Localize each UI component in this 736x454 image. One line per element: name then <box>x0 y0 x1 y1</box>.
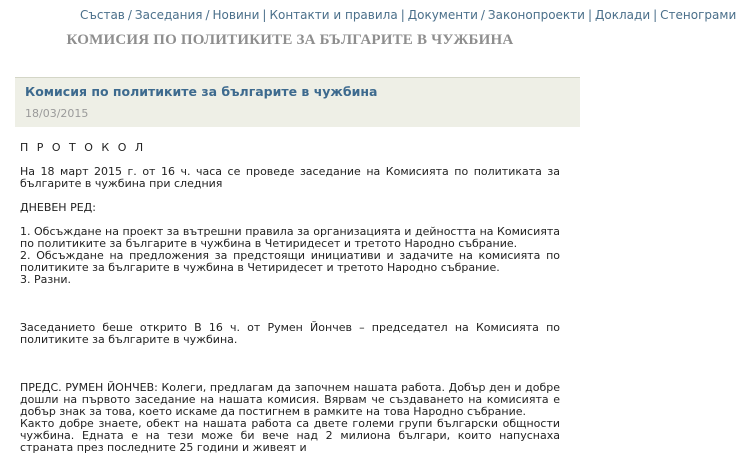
chair-speech-continued: Както добре знаете, обект на нашата работа са двете големи групи български общности чужбина. Едната е на тези може би вече над 2 милиона българи, които напуснаха страната през последните 25 години и живеят и <box>20 417 560 454</box>
nav-item-novini[interactable]: Новини <box>212 8 260 22</box>
nav-separator: | <box>400 8 405 22</box>
nav-separator: / <box>480 8 485 22</box>
nav-separator: | <box>653 8 658 22</box>
nav-item-zasedaniya[interactable]: Заседания <box>134 8 203 22</box>
news-header-box <box>15 77 580 127</box>
nav-separator: / <box>205 8 210 22</box>
nav-item-kontakti[interactable]: Контакти и правила <box>269 8 398 22</box>
protocol-intro: На 18 март 2015 г. от 16 ч. часа се проведе заседание на Комисията по политиката за българите в чужбина при следния <box>20 165 560 190</box>
nav-item-zakonoproekti[interactable]: Законопроекти <box>487 8 585 22</box>
nav-item-sastav[interactable]: Състав <box>80 8 125 22</box>
agenda-item: 2. Обсъждане на предложения за предстоящи инициативи и задачите на комисията по политиките за българите в чужбина в Четиридесет и третото Народно събрание. <box>20 249 560 274</box>
nav-separator: / <box>127 8 132 22</box>
top-navigation <box>0 0 736 30</box>
agenda-label: ДНЕВЕН РЕД: <box>20 201 96 214</box>
agenda-item: 1. Обсъждане на проект за вътрешни правила за организацията и дейността на Комисията по политиките за българите в чужбина в Четиридесет и третото Народно събрание. <box>20 225 560 250</box>
nav-item-stenogrami[interactable]: Стенограми <box>660 8 736 22</box>
committee-title: КОМИСИЯ ПО ПОЛИТИКИТЕ ЗА БЪЛГАРИТЕ В ЧУЖБИНА <box>66 32 514 48</box>
chair-speech: ПРЕДС. РУМЕН ЙОНЧЕВ: Колеги, предлагам да започнем нашата работа. Добър ден и добре дошли на първото заседание на нашата комисия. Вярвам че създаването на комисията е добър знак за това, което искаме да постигнем в рамките на това Народно събрание. <box>20 381 560 418</box>
protocol-heading: П Р О Т О К О Л <box>20 141 146 154</box>
nav-item-dokumenti[interactable]: Документи <box>407 8 478 22</box>
nav-item-dokladi[interactable]: Доклади <box>595 8 651 22</box>
meeting-opening: Заседанието беше открито В 16 ч. от Румен Йончев – председател на Комисията по политиките за българите в чужбина. <box>20 321 560 346</box>
agenda-item: 3. Разни. <box>20 273 72 286</box>
news-title[interactable]: Комисия по политиките за българите в чужбина <box>25 84 378 99</box>
nav-separator: | <box>587 8 593 22</box>
news-date: 18/03/2015 <box>25 107 89 120</box>
protocol-content <box>20 142 560 454</box>
nav-separator: | <box>262 8 267 22</box>
